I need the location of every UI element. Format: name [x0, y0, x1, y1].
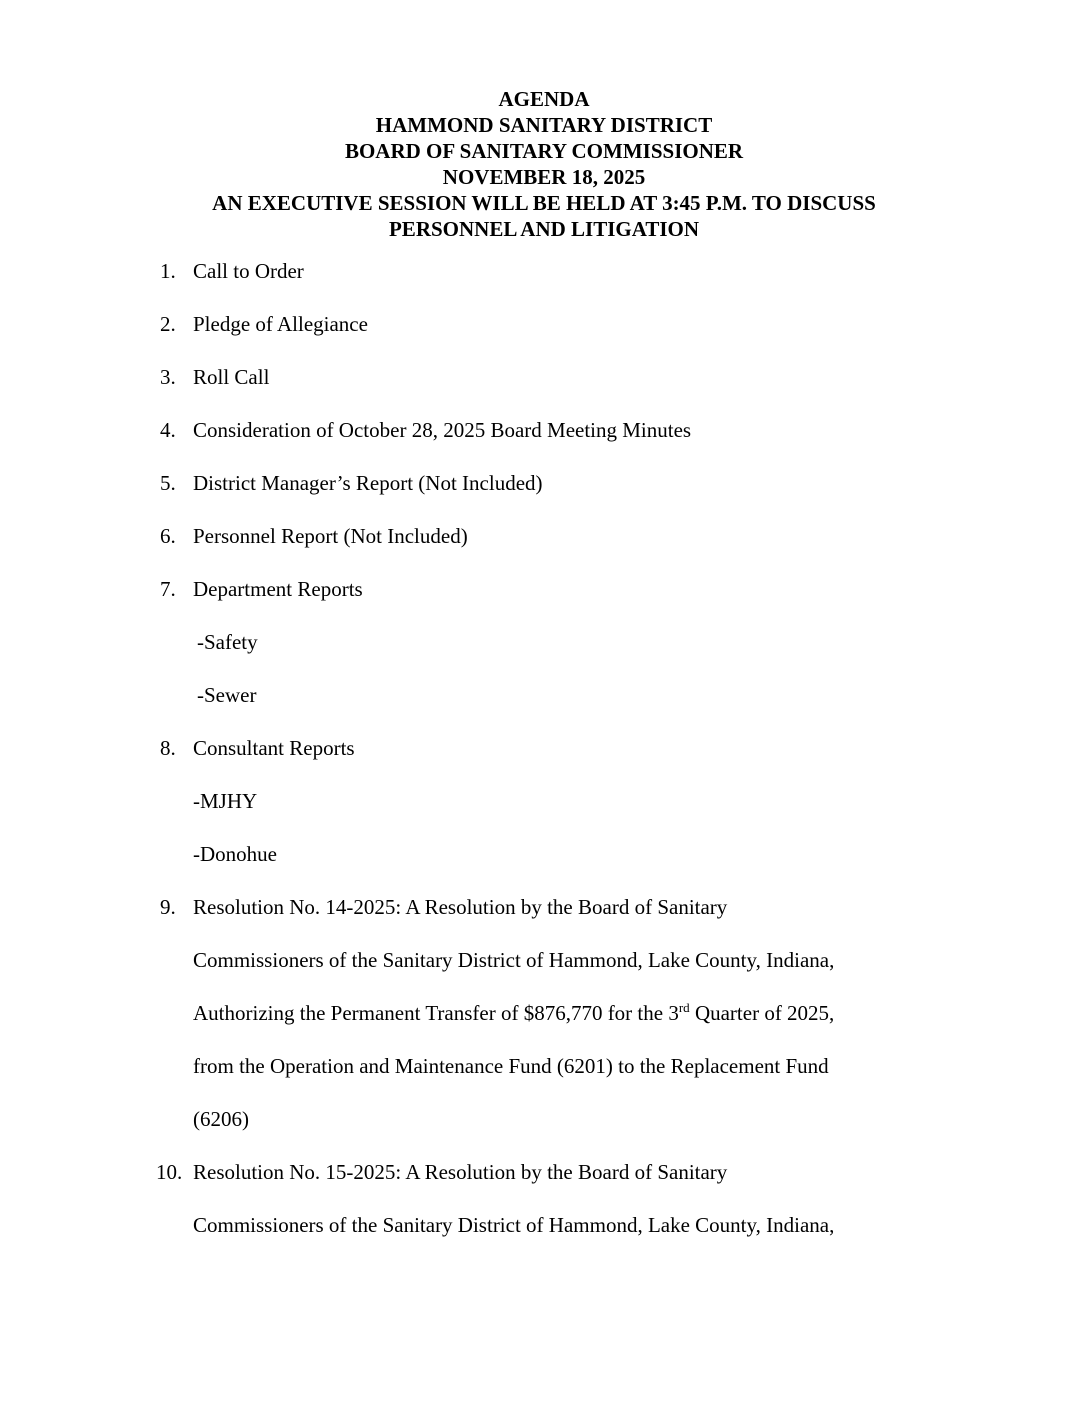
executive-session-notice-line-1: AN EXECUTIVE SESSION WILL BE HELD AT 3:45 P.M. TO DISCUSS: [212, 191, 876, 215]
item-text: Personnel Report (Not Included): [193, 524, 468, 548]
item-text-line: Commissioners of the Sanitary District of Hammond, Lake County, Indiana,: [193, 948, 835, 972]
item-text-segment: Quarter of 2025,: [689, 1001, 835, 1025]
sub-item-donohue: -Donohue: [193, 842, 277, 866]
item-number: 7.: [160, 577, 176, 601]
sub-item-safety: -Safety: [197, 630, 258, 654]
item-text-line: Resolution No. 14-2025: A Resolution by the Board of Sanitary: [193, 895, 728, 919]
item-number: 9.: [160, 895, 176, 919]
item-text: Pledge of Allegiance: [193, 312, 368, 336]
item-text-segment: Authorizing the Permanent Transfer of $876,770 for the 3: [193, 1001, 679, 1025]
ordinal-suffix: rd: [678, 1000, 690, 1015]
item-text-line: Resolution No. 15-2025: A Resolution by the Board of Sanitary: [193, 1160, 728, 1184]
sub-item-mjhy: -MJHY: [193, 789, 258, 813]
item-text-line: Commissioners of the Sanitary District of Hammond, Lake County, Indiana,: [193, 1213, 835, 1237]
agenda-item-2: [0, 298, 1088, 351]
item-number: 10.: [156, 1160, 183, 1184]
agenda-title: AGENDA: [498, 87, 590, 111]
agenda-items: [0, 245, 1088, 1252]
document-header: [0, 0, 1088, 242]
item-number: 8.: [160, 736, 176, 760]
agenda-item-1: [0, 245, 1088, 298]
item-text: Consultant Reports: [193, 736, 355, 760]
executive-session-notice-line-2: PERSONNEL AND LITIGATION: [388, 217, 700, 241]
item-number: 6.: [160, 524, 176, 548]
agenda-item-7: [0, 563, 1088, 722]
agenda-item-3: [0, 351, 1088, 404]
item-number: 4.: [160, 418, 176, 442]
agenda-item-10: [0, 1146, 1088, 1252]
agenda-item-6: [0, 510, 1088, 563]
agenda-item-4: [0, 404, 1088, 457]
item-text-line: [193, 987, 1088, 1040]
item-text-line: from the Operation and Maintenance Fund (6201) to the Replacement Fund: [193, 1054, 829, 1078]
item-text: Call to Order: [193, 259, 304, 283]
item-number: 5.: [160, 471, 176, 495]
agenda-item-9: [0, 881, 1088, 1146]
item-text: District Manager’s Report (Not Included): [193, 471, 543, 495]
item-number: 1.: [160, 259, 176, 283]
sub-item-sewer: -Sewer: [197, 683, 257, 707]
item-number: 3.: [160, 365, 176, 389]
item-number: 2.: [160, 312, 176, 336]
item-text: Consideration of October 28, 2025 Board Meeting Minutes: [193, 418, 692, 442]
agenda-item-5: [0, 457, 1088, 510]
district-name: HAMMOND SANITARY DISTRICT: [375, 113, 713, 137]
agenda-item-8: [0, 722, 1088, 881]
item-text-line: (6206): [193, 1107, 249, 1131]
meeting-date: NOVEMBER 18, 2025: [442, 165, 646, 189]
item-text: Department Reports: [193, 577, 363, 601]
item-text: Roll Call: [193, 365, 270, 389]
board-name: BOARD OF SANITARY COMMISSIONER: [344, 139, 744, 163]
